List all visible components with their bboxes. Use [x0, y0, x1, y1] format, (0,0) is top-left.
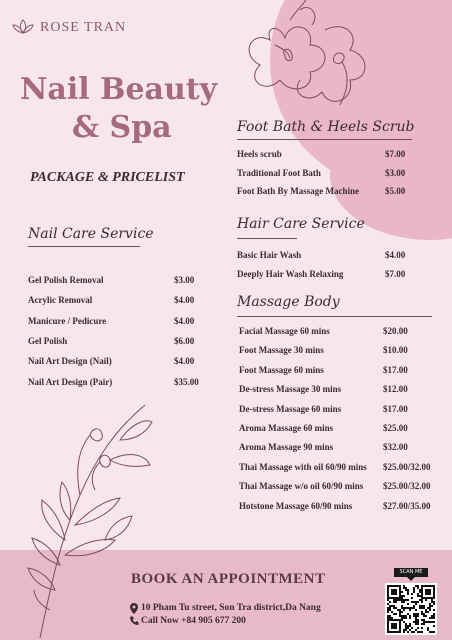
hair-item-price: $7.00 [385, 269, 406, 279]
nail-item-price: $3.00 [174, 275, 195, 285]
lotus-icon [12, 19, 34, 35]
book-appointment-heading: BOOK AN APPOINTMENT [131, 571, 326, 587]
massage-item-name: Hotstone Massage 60/90 mins [239, 500, 353, 511]
massage-item-name: Thai Massage with oil 60/90 mins [239, 461, 367, 472]
massage-section-heading: Massage Body [237, 294, 340, 310]
subtitle: PACKAGE & PRICELIST [30, 170, 185, 185]
massage-heading-rule [237, 316, 432, 317]
nail-item-price: $4.00 [174, 315, 195, 326]
page-title-line1: Nail Beauty [20, 72, 218, 107]
scan-me-arrow [407, 577, 415, 581]
massage-item-name: De-stress Massage 60 mins [239, 403, 342, 414]
foot-item-name: Traditional Foot Bath [237, 167, 321, 178]
location-pin-icon [130, 603, 138, 614]
nail-item-price: $35.00 [174, 376, 199, 387]
massage-item-price: $20.00 [383, 326, 408, 336]
massage-item-price: $32.00 [383, 442, 408, 453]
massage-item-price: $17.00 [383, 364, 408, 375]
leaf-branch-illustration [20, 400, 160, 640]
foot-heading-rule [237, 139, 412, 140]
flower-illustration [230, 0, 400, 120]
massage-item-price: $25.00 [383, 423, 408, 433]
nail-item-price: $4.00 [174, 295, 195, 306]
massage-item-name: Facial Massage 60 mins [239, 326, 330, 336]
phone-text: Call Now +84 905 677 200 [141, 616, 246, 626]
foot-section-heading: Foot Bath & Heels Scrub [237, 119, 415, 135]
scan-me-text: SCAN ME [399, 569, 423, 575]
massage-item-price: $25.00/32.00 [383, 461, 431, 472]
foot-item-price: $5.00 [385, 186, 406, 196]
massage-item-name: Foot Massage 60 mins [239, 364, 324, 375]
nail-item-name: Manicure / Pedicure [28, 315, 107, 326]
address-text: 10 Pham Tu street, Son Tra district,Da Nang [141, 603, 321, 613]
hair-item-name: Deeply Hair Wash Relaxing [237, 269, 344, 279]
nail-heading-rule [28, 246, 140, 247]
nail-item-name: Gel Polish Removal [28, 275, 104, 285]
hair-item-price: $4.00 [385, 250, 406, 260]
massage-item-name: Thai Massage w/o oil 60/90 mins [239, 481, 364, 492]
nail-item-name: Gel Polish [28, 335, 68, 346]
brand-name: ROSE TRAN [40, 20, 127, 35]
nail-item-price: $4.00 [174, 356, 195, 367]
foot-item-price: $7.00 [385, 149, 406, 159]
massage-item-name: Aroma Massage 60 mins [239, 423, 334, 433]
hair-section-heading: Hair Care Service [237, 216, 365, 232]
massage-item-price: $27.00/35.00 [383, 500, 431, 511]
massage-item-name: De-stress Massage 30 mins [239, 384, 342, 395]
scan-me-label [394, 568, 428, 577]
nail-item-price: $6.00 [174, 335, 195, 346]
hair-item-name: Basic Hair Wash [237, 250, 302, 260]
massage-item-price: $12.00 [383, 384, 408, 395]
massage-item-name: Aroma Massage 90 mins [239, 442, 334, 453]
massage-item-name: Foot Massage 30 mins [239, 345, 324, 356]
nail-section-heading: Nail Care Service [28, 226, 154, 242]
foot-item-price: $3.00 [385, 167, 406, 178]
qr-code-icon[interactable] [385, 583, 437, 635]
foot-item-name: Foot Bath By Massage Machine [237, 186, 359, 196]
nail-item-name: Nail Art Design (Nail) [28, 356, 112, 367]
foot-item-name: Heels scrub [237, 149, 282, 159]
hair-heading-rule [237, 238, 297, 239]
nail-item-name: Nail Art Design (Pair) [28, 376, 113, 387]
nail-item-name: Acrylic Removal [28, 295, 93, 306]
massage-item-price: $10.00 [383, 345, 408, 356]
massage-item-price: $17.00 [383, 403, 408, 414]
phone-icon [130, 616, 139, 625]
page-title-line2: & Spa [72, 110, 172, 145]
massage-item-price: $25.00/32.00 [383, 481, 431, 492]
